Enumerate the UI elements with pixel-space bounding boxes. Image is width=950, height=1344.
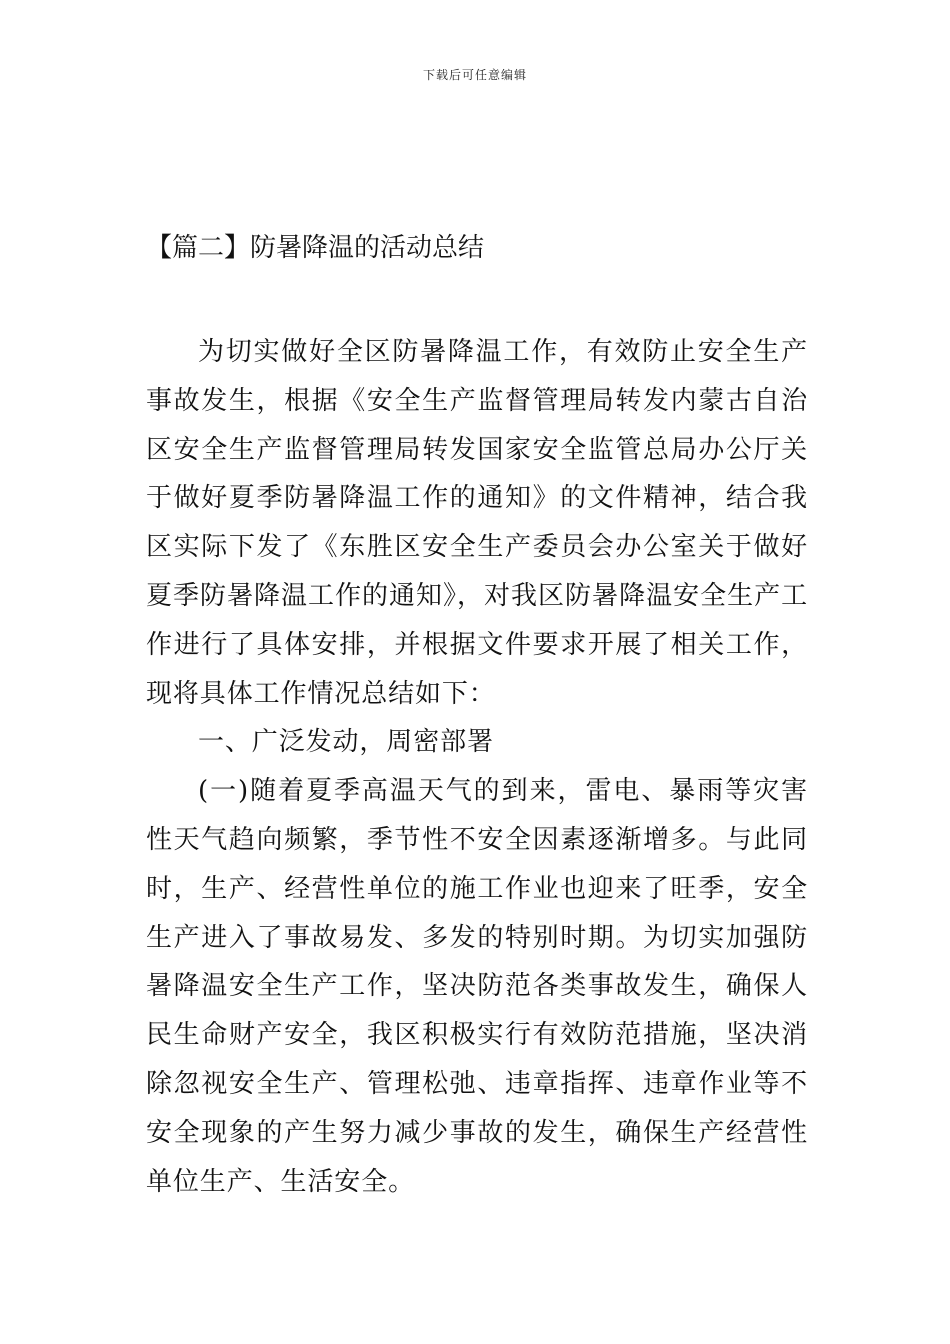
paragraph-section-1: (一)随着夏季高温天气的到来，雷电、暴雨等灾害性天气趋向频繁，季节性不安全因素逐渐增多。与此同时，生产、经营性单位的施工作业也迎来了旺季，安全生产进入了事故易发、多发的特别时期。为切实加强防暑降温安全生产工作，坚决防范各类事故发生，确保人民生命财产安全，我区积极实行有效防范措施，坚决消除忽视安全生产、管理松弛、违章指挥、违章作业等不安全现象的产生努力减少事故的发生，确保生产经营性单位生产、生活安全。 xyxy=(146,776,808,1197)
document-body xyxy=(146,328,808,1206)
page-header: 下载后可任意编辑 xyxy=(422,68,527,82)
paragraph-intro: 为切实做好全区防暑降温工作，有效防止安全生产事故发生，根据《安全生产监督管理局转发内蒙古自治区安全生产监督管理局转发国家安全监管总局办公厅关于做好夏季防暑降温工作的通知》的文件精神，结合我区实际下发了《东胜区安全生产委员会办公室关于做好夏季防暑降温工作的通知》，对我区防暑降温安全生产工作进行了具体安排，并根据文件要求开展了相关工作，现将具体工作情况总结如下： xyxy=(146,337,808,709)
section-heading: 一、广泛发动，周密部署 xyxy=(198,727,494,758)
document-title: 【篇二】防暑降温的活动总结 xyxy=(146,233,485,263)
